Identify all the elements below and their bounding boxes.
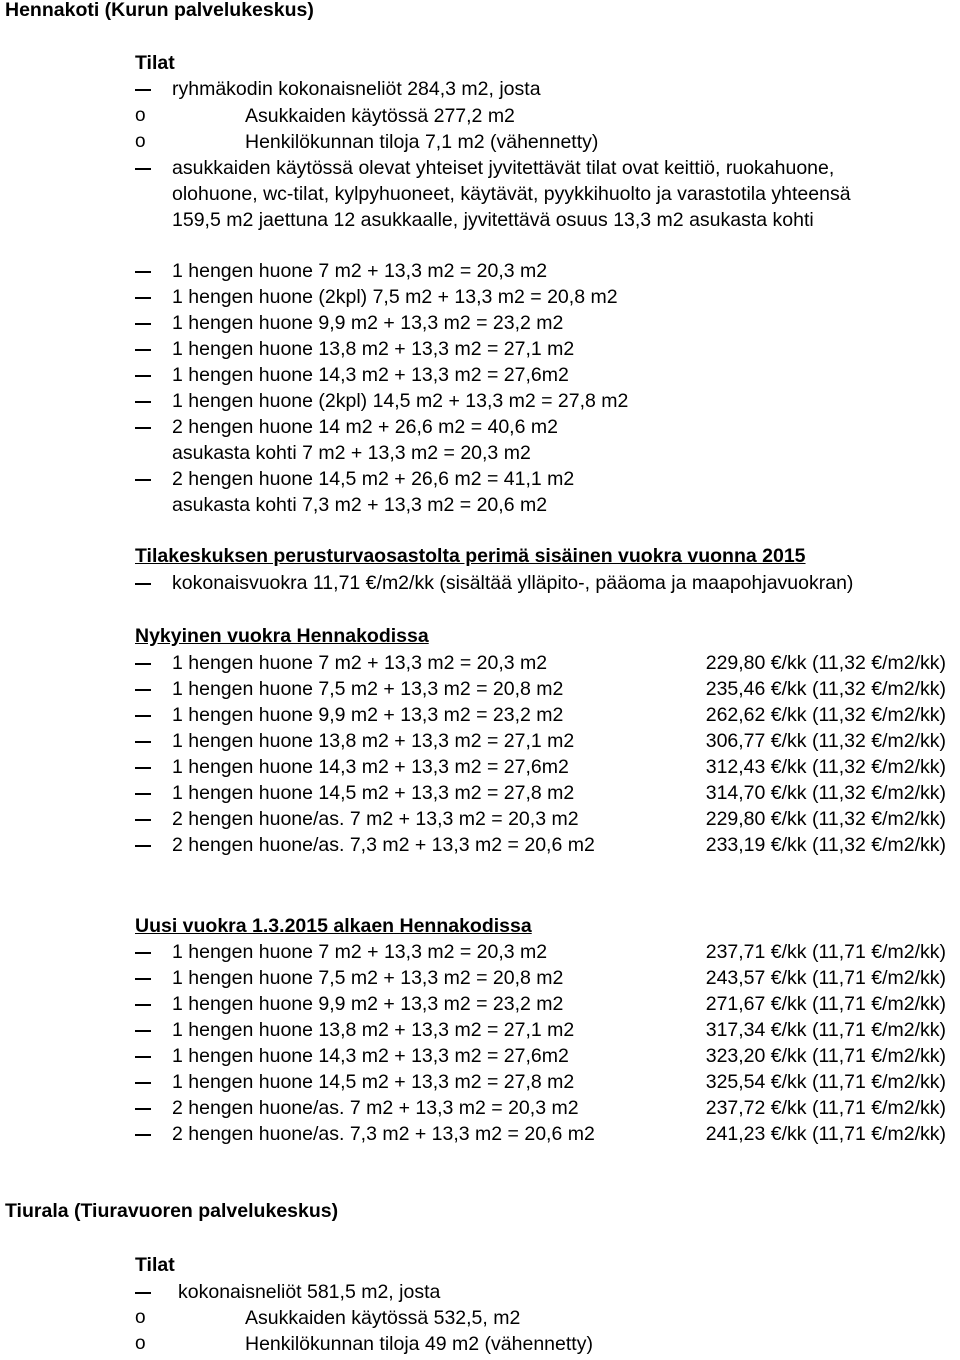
- dash-bullet-icon: [135, 271, 151, 273]
- sub-list-item-text: Asukkaiden käytössä 277,2 m2: [245, 105, 515, 127]
- rent-heading: Tilakeskuksen perusturvaosastolta perimä sisäinen vuokra vuonna 2015: [135, 545, 806, 567]
- list-item-text: kokonaisneliöt 581,5 m2, josta: [178, 1281, 441, 1303]
- rent-cell: 243,57 €/kk (11,71 €/m2/kk): [705, 967, 946, 989]
- dash-bullet-icon: [135, 952, 151, 954]
- room-text: 1 hengen huone (2kpl) 7,5 m2 + 13,3 m2 = 20,8 m2: [172, 286, 618, 308]
- rent-cell: 235,46 €/kk (11,32 €/m2/kk): [705, 678, 946, 700]
- dash-bullet-icon: [135, 793, 151, 795]
- rent-cell: 323,20 €/kk (11,71 €/m2/kk): [705, 1045, 946, 1067]
- dash-bullet-icon: [135, 1292, 151, 1294]
- room-cell: 1 hengen huone 13,8 m2 + 13,3 m2 = 27,1 m2: [172, 730, 575, 752]
- room-text: 1 hengen huone 14,3 m2 + 13,3 m2 = 27,6m2: [172, 364, 569, 386]
- dash-bullet-icon: [135, 89, 151, 91]
- table-row: [0, 1095, 960, 1121]
- room-cell: 1 hengen huone 14,5 m2 + 13,3 m2 = 27,8 m2: [172, 1071, 575, 1093]
- table-row: [0, 676, 960, 702]
- table-row: [0, 1069, 960, 1095]
- rent-cell: 229,80 €/kk (11,32 €/m2/kk): [705, 808, 946, 830]
- room-cell: 1 hengen huone 14,3 m2 + 13,3 m2 = 27,6m2: [172, 1045, 569, 1067]
- table-row: [0, 939, 960, 965]
- circle-bullet-icon: o: [135, 105, 146, 126]
- rent-cell: 314,70 €/kk (11,32 €/m2/kk): [705, 782, 946, 804]
- room-cell: 1 hengen huone 7,5 m2 + 13,3 m2 = 20,8 m2: [172, 678, 564, 700]
- rent-cell: 312,43 €/kk (11,32 €/m2/kk): [705, 756, 946, 778]
- table-row: [0, 832, 960, 858]
- dash-bullet-icon: [135, 819, 151, 821]
- dash-bullet-icon: [135, 978, 151, 980]
- room-cell: 1 hengen huone 14,5 m2 + 13,3 m2 = 27,8 m2: [172, 782, 575, 804]
- dash-bullet-icon: [135, 349, 151, 351]
- table-row: [0, 754, 960, 780]
- room-cell: 1 hengen huone 14,3 m2 + 13,3 m2 = 27,6m2: [172, 756, 569, 778]
- table-row: [0, 1017, 960, 1043]
- dash-bullet-icon: [135, 168, 151, 170]
- rent-cell: 262,62 €/kk (11,32 €/m2/kk): [705, 704, 946, 726]
- rent-total-text: kokonaisvuokra 11,71 €/m2/kk (sisältää ylläpito-, pääoma ja maapohjavuokran): [172, 572, 854, 594]
- circle-bullet-icon: o: [135, 131, 146, 152]
- table-row: [0, 1043, 960, 1069]
- circle-bullet-icon: o: [135, 1307, 146, 1328]
- tilat-subheading: Tilat: [135, 52, 175, 74]
- dash-bullet-icon: [135, 479, 151, 481]
- sub-list-item-text: Henkilökunnan tiloja 49 m2 (vähennetty): [245, 1333, 593, 1355]
- dash-bullet-icon: [135, 1056, 151, 1058]
- room-cell: 2 hengen huone/as. 7,3 m2 + 13,3 m2 = 20,6 m2: [172, 834, 595, 856]
- room-text: 2 hengen huone 14,5 m2 + 26,6 m2 = 41,1 m2: [172, 468, 575, 490]
- dash-bullet-icon: [135, 1004, 151, 1006]
- dash-bullet-icon: [135, 427, 151, 429]
- rent-cell: 229,80 €/kk (11,32 €/m2/kk): [705, 652, 946, 674]
- room-cell: 1 hengen huone 7 m2 + 13,3 m2 = 20,3 m2: [172, 941, 548, 963]
- rent-cell: 241,23 €/kk (11,71 €/m2/kk): [705, 1123, 946, 1145]
- dash-bullet-icon: [135, 375, 151, 377]
- dash-bullet-icon: [135, 767, 151, 769]
- dash-bullet-icon: [135, 845, 151, 847]
- room-text: 1 hengen huone 9,9 m2 + 13,3 m2 = 23,2 m2: [172, 312, 564, 334]
- table-row: [0, 728, 960, 754]
- circle-bullet-icon: o: [135, 1333, 146, 1354]
- table-row: [0, 806, 960, 832]
- list-item-text: olohuone, wc-tilat, kylpyhuoneet, käytävät, pyykkihuolto ja varastotila yhteensä: [172, 183, 851, 205]
- section-heading-tiurala: Tiurala (Tiuravuoren palvelukeskus): [5, 1200, 339, 1222]
- table-row: [0, 991, 960, 1017]
- dash-bullet-icon: [135, 741, 151, 743]
- dash-bullet-icon: [135, 323, 151, 325]
- room-cell: 2 hengen huone/as. 7 m2 + 13,3 m2 = 20,3 m2: [172, 808, 579, 830]
- table-row: [0, 650, 960, 676]
- room-sub-text: asukasta kohti 7,3 m2 + 13,3 m2 = 20,6 m2: [172, 494, 548, 516]
- sub-list-item-text: Asukkaiden käytössä 532,5, m2: [245, 1307, 521, 1329]
- current-rent-heading: Nykyinen vuokra Hennakodissa: [135, 625, 429, 647]
- section-heading-hennakoti: Hennakoti (Kurun palvelukeskus): [5, 0, 314, 21]
- room-cell: 1 hengen huone 7 m2 + 13,3 m2 = 20,3 m2: [172, 652, 548, 674]
- rent-cell: 271,67 €/kk (11,71 €/m2/kk): [705, 993, 946, 1015]
- rent-cell: 306,77 €/kk (11,32 €/m2/kk): [705, 730, 946, 752]
- room-text: 2 hengen huone 14 m2 + 26,6 m2 = 40,6 m2: [172, 416, 558, 438]
- table-row: [0, 965, 960, 991]
- list-item-text: asukkaiden käytössä olevat yhteiset jyvitettävät tilat ovat keittiö, ruokahuone,: [172, 157, 835, 179]
- room-text: 1 hengen huone 7 m2 + 13,3 m2 = 20,3 m2: [172, 260, 548, 282]
- rent-cell: 317,34 €/kk (11,71 €/m2/kk): [705, 1019, 946, 1041]
- dash-bullet-icon: [135, 689, 151, 691]
- dash-bullet-icon: [135, 297, 151, 299]
- dash-bullet-icon: [135, 1108, 151, 1110]
- dash-bullet-icon: [135, 401, 151, 403]
- table-row: [0, 1121, 960, 1147]
- dash-bullet-icon: [135, 663, 151, 665]
- rent-cell: 237,72 €/kk (11,71 €/m2/kk): [705, 1097, 946, 1119]
- table-row: [0, 702, 960, 728]
- room-text: 1 hengen huone 13,8 m2 + 13,3 m2 = 27,1 m2: [172, 338, 575, 360]
- room-cell: 1 hengen huone 9,9 m2 + 13,3 m2 = 23,2 m2: [172, 704, 564, 726]
- rent-cell: 325,54 €/kk (11,71 €/m2/kk): [705, 1071, 946, 1093]
- room-sub-text: asukasta kohti 7 m2 + 13,3 m2 = 20,3 m2: [172, 442, 531, 464]
- room-text: 1 hengen huone (2kpl) 14,5 m2 + 13,3 m2 = 27,8 m2: [172, 390, 629, 412]
- room-cell: 1 hengen huone 13,8 m2 + 13,3 m2 = 27,1 m2: [172, 1019, 575, 1041]
- room-cell: 1 hengen huone 7,5 m2 + 13,3 m2 = 20,8 m2: [172, 967, 564, 989]
- room-cell: 2 hengen huone/as. 7 m2 + 13,3 m2 = 20,3 m2: [172, 1097, 579, 1119]
- new-rent-heading: Uusi vuokra 1.3.2015 alkaen Hennakodissa: [135, 915, 532, 937]
- dash-bullet-icon: [135, 715, 151, 717]
- room-cell: 2 hengen huone/as. 7,3 m2 + 13,3 m2 = 20,6 m2: [172, 1123, 595, 1145]
- dash-bullet-icon: [135, 1030, 151, 1032]
- room-cell: 1 hengen huone 9,9 m2 + 13,3 m2 = 23,2 m2: [172, 993, 564, 1015]
- sub-list-item-text: Henkilökunnan tiloja 7,1 m2 (vähennetty): [245, 131, 599, 153]
- rent-cell: 233,19 €/kk (11,32 €/m2/kk): [705, 834, 946, 856]
- rent-cell: 237,71 €/kk (11,71 €/m2/kk): [705, 941, 946, 963]
- dash-bullet-icon: [135, 1082, 151, 1084]
- dash-bullet-icon: [135, 583, 151, 585]
- list-item-text: ryhmäkodin kokonaisneliöt 284,3 m2, josta: [172, 78, 541, 100]
- dash-bullet-icon: [135, 1134, 151, 1136]
- tilat-subheading: Tilat: [135, 1254, 175, 1276]
- list-item-text: 159,5 m2 jaettuna 12 asukkaalle, jyvitettävä osuus 13,3 m2 asukasta kohti: [172, 209, 814, 231]
- table-row: [0, 780, 960, 806]
